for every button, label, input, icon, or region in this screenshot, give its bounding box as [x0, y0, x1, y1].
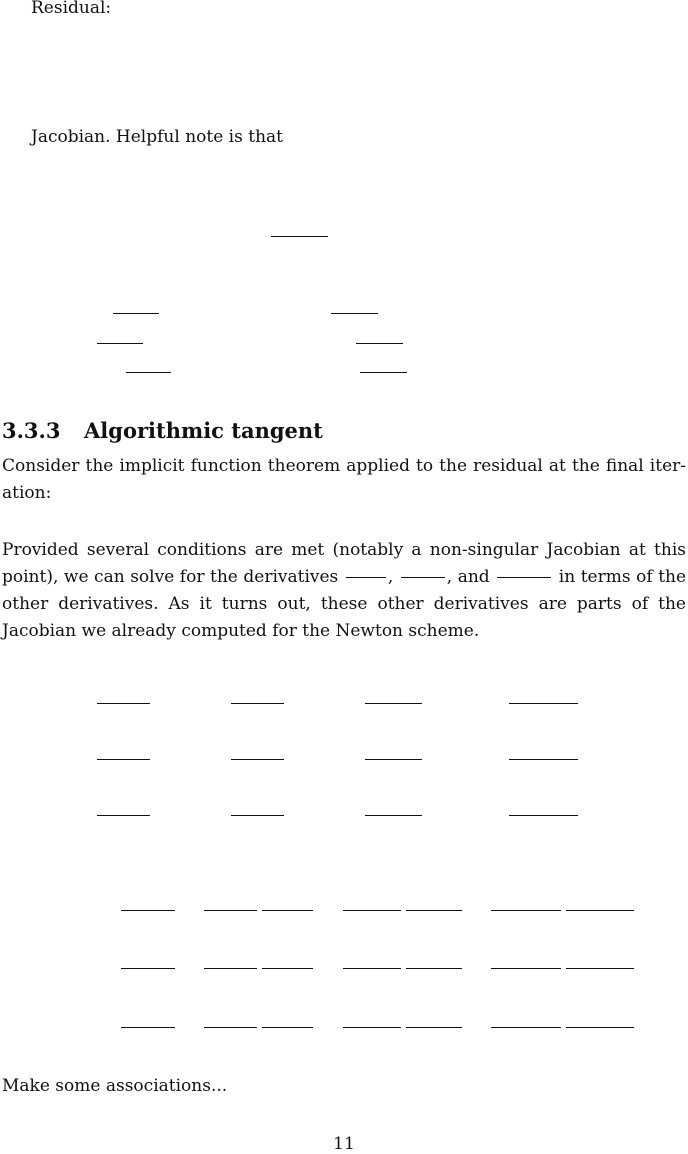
fraction-bar	[365, 703, 422, 704]
fraction-bar	[231, 815, 284, 816]
fraction-bar	[406, 910, 462, 911]
fraction-bar	[365, 759, 422, 760]
fraction-bar	[343, 968, 401, 969]
section-title: Algorithmic tangent	[84, 418, 323, 443]
paragraph-derivatives	[2, 537, 686, 645]
fraction-bar	[566, 910, 634, 911]
fraction-bar	[262, 968, 313, 969]
fraction-bar	[121, 1027, 175, 1028]
fraction-bar	[406, 1027, 462, 1028]
fraction-bar	[365, 815, 422, 816]
section-heading	[2, 418, 323, 443]
fraction-bar	[491, 910, 561, 911]
fraction-bar	[406, 968, 462, 969]
fraction-bar	[509, 703, 578, 704]
fraction-bar	[346, 577, 386, 578]
fraction-bar	[121, 968, 175, 969]
fraction-bar	[509, 759, 578, 760]
fraction-bar	[204, 910, 257, 911]
fraction-bar	[126, 372, 171, 373]
fraction-bar	[566, 1027, 634, 1028]
fraction-bar	[356, 343, 403, 344]
paragraph-implicit-function: Consider the implicit function theorem applied to the residual at the final iter-ation:	[2, 456, 686, 503]
fraction-bar	[566, 968, 634, 969]
fraction-bar	[262, 1027, 313, 1028]
fraction-bar	[262, 910, 313, 911]
fraction-bar	[343, 910, 401, 911]
fraction-bar	[491, 968, 561, 969]
fraction-bar	[343, 1027, 401, 1028]
fraction-bar	[401, 577, 445, 578]
residual-label: Residual:	[31, 0, 112, 18]
paragraph-text: in terms of the other derivatives. As it turns out, these other derivatives are parts of the Jacobian we already computed for the Newton scheme.	[2, 567, 687, 641]
separator-text: , and	[446, 567, 490, 587]
fraction-bar	[97, 703, 150, 704]
fraction-bar	[331, 313, 378, 314]
separator-text: ,	[387, 567, 394, 587]
fraction-bar	[204, 1027, 257, 1028]
section-number: 3.3.3	[2, 418, 61, 443]
fraction-bar	[231, 703, 284, 704]
closing-text: Make some associations...	[2, 1076, 228, 1096]
fraction-bar	[97, 815, 150, 816]
fraction-bar	[113, 313, 159, 314]
page-number: 11	[333, 1134, 355, 1154]
fraction-bar	[497, 577, 551, 578]
fraction-bar	[509, 815, 578, 816]
fraction-bar	[271, 236, 328, 237]
fraction-bar	[231, 759, 284, 760]
fraction-bar	[360, 372, 407, 373]
paragraph-text: Provided several conditions are met (notably a non-singular Jacobian at this point), we can solve for the derivatives	[2, 540, 686, 587]
fraction-bar	[491, 1027, 561, 1028]
fraction-bar	[204, 968, 257, 969]
jacobian-label: Jacobian. Helpful note is that	[31, 127, 283, 147]
fraction-bar	[97, 759, 150, 760]
fraction-bar	[121, 910, 175, 911]
fraction-bar	[97, 343, 143, 344]
